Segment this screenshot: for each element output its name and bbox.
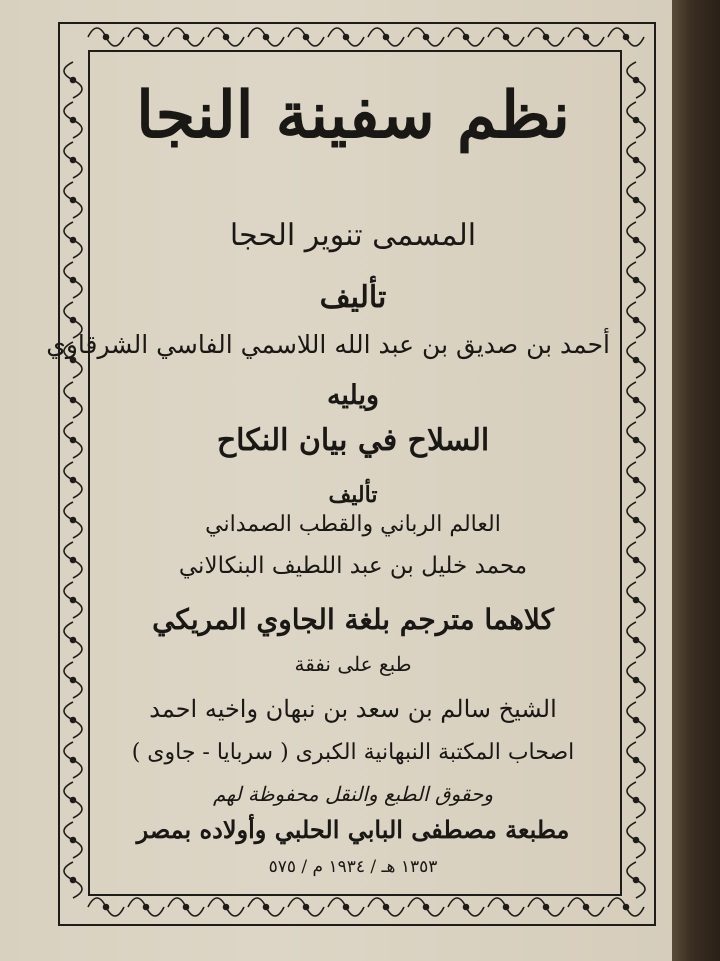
- ornament-dot: [424, 35, 429, 40]
- ornament-dot: [634, 318, 639, 323]
- ornament-dot: [71, 598, 76, 603]
- ornament-dot: [384, 35, 389, 40]
- ornament-dot: [504, 905, 509, 910]
- ornament-dot: [544, 35, 549, 40]
- ornament-dot: [634, 678, 639, 683]
- ornament-dot: [224, 905, 229, 910]
- ornament-dot: [144, 905, 149, 910]
- ornament-dot: [71, 558, 76, 563]
- ornament-dot: [71, 198, 76, 203]
- ornament-dot: [71, 638, 76, 643]
- ornament-dot: [71, 758, 76, 763]
- bookstore: اصحاب المكتبة النبهانية الكبرى ( سربايا - جاوى ): [131, 740, 575, 765]
- appendix-label: ويليه: [326, 380, 380, 411]
- ornament-dot: [71, 878, 76, 883]
- ornament-dot: [71, 318, 76, 323]
- ornament-dot: [634, 78, 639, 83]
- ornament-dot: [71, 678, 76, 683]
- ornament-dot: [634, 118, 639, 123]
- ornament-dot: [624, 905, 629, 910]
- ornament-dot: [71, 838, 76, 843]
- ornament-dot: [634, 158, 639, 163]
- ornament-dot: [71, 118, 76, 123]
- ornament-dot: [634, 638, 639, 643]
- ornament-dot: [634, 838, 639, 843]
- ornament-dot: [224, 35, 229, 40]
- ornament-dot: [71, 798, 76, 803]
- ornament-dot: [634, 878, 639, 883]
- ornament-dot: [71, 398, 76, 403]
- ornament-dot: [634, 438, 639, 443]
- ornament-dot: [634, 718, 639, 723]
- second-authorship-label: تأليف: [328, 482, 378, 508]
- book-title: نظم سفينة النجا: [136, 78, 570, 153]
- ornament-dot: [634, 198, 639, 203]
- ornament-dot: [634, 518, 639, 523]
- ornament-dot: [584, 905, 589, 910]
- ornament-dot: [144, 35, 149, 40]
- ornament-dot: [71, 278, 76, 283]
- book-subtitle: المسمى تنوير الحجا: [229, 218, 477, 253]
- ornament-dot: [634, 278, 639, 283]
- ornament-dot: [634, 398, 639, 403]
- authorship-label: تأليف: [319, 280, 387, 315]
- ornament-dot: [264, 35, 269, 40]
- ornament-dot: [634, 558, 639, 563]
- ornament-dot: [304, 35, 309, 40]
- ornament-dot: [344, 905, 349, 910]
- ornament-dot: [424, 905, 429, 910]
- ornament-dot: [71, 238, 76, 243]
- ornament-dot: [504, 35, 509, 40]
- second-title: السلاح في بيان النكاح: [216, 423, 490, 458]
- funded-by-label: طبع على نفقة: [294, 652, 412, 676]
- ornament-dot: [264, 905, 269, 910]
- rights-notice: وحقوق الطبع والنقل محفوظة لهم: [212, 782, 494, 806]
- ornament-dot: [71, 78, 76, 83]
- ornament-dot: [71, 718, 76, 723]
- ornament-dot: [344, 35, 349, 40]
- ornament-dot: [464, 905, 469, 910]
- ornament-dot: [634, 758, 639, 763]
- ornament-dot: [634, 798, 639, 803]
- second-author-epithet: العالم الرباني والقطب الصمداني: [205, 512, 501, 537]
- ornament-dot: [71, 158, 76, 163]
- ornament-dot: [184, 905, 189, 910]
- second-author-name: محمد خليل بن عبد اللطيف البنكالاني: [178, 553, 528, 579]
- printer: مطبعة مصطفى البابي الحلبي وأولاده بمصر: [136, 815, 570, 844]
- ornament-dot: [634, 598, 639, 603]
- ornament-dot: [634, 238, 639, 243]
- ornament-dot: [71, 518, 76, 523]
- ornament-dot: [464, 35, 469, 40]
- book-spine: [672, 0, 720, 961]
- ornament-dot: [624, 35, 629, 40]
- ornament-dot: [634, 478, 639, 483]
- ornament-dot: [184, 35, 189, 40]
- ornament-dot: [71, 438, 76, 443]
- ornament-dot: [384, 905, 389, 910]
- translation-note: كلاهما مترجم بلغة الجاوي المريكي: [152, 603, 554, 636]
- ornament-dot: [584, 35, 589, 40]
- funders: الشيخ سالم بن سعد بن نبهان واخيه احمد: [149, 695, 557, 723]
- ornament-dot: [71, 478, 76, 483]
- ornament-dot: [544, 905, 549, 910]
- ornament-dot: [104, 35, 109, 40]
- ornament-dot: [104, 905, 109, 910]
- date-line: ١٣٥٣ هـ / ١٩٣٤ م / ٥٧٥: [268, 857, 438, 877]
- author-name: أحمد بن صديق بن عبد الله اللاسمي الفاسي الشرقاوي: [46, 330, 610, 359]
- ornament-dot: [634, 358, 639, 363]
- ornament-dot: [304, 905, 309, 910]
